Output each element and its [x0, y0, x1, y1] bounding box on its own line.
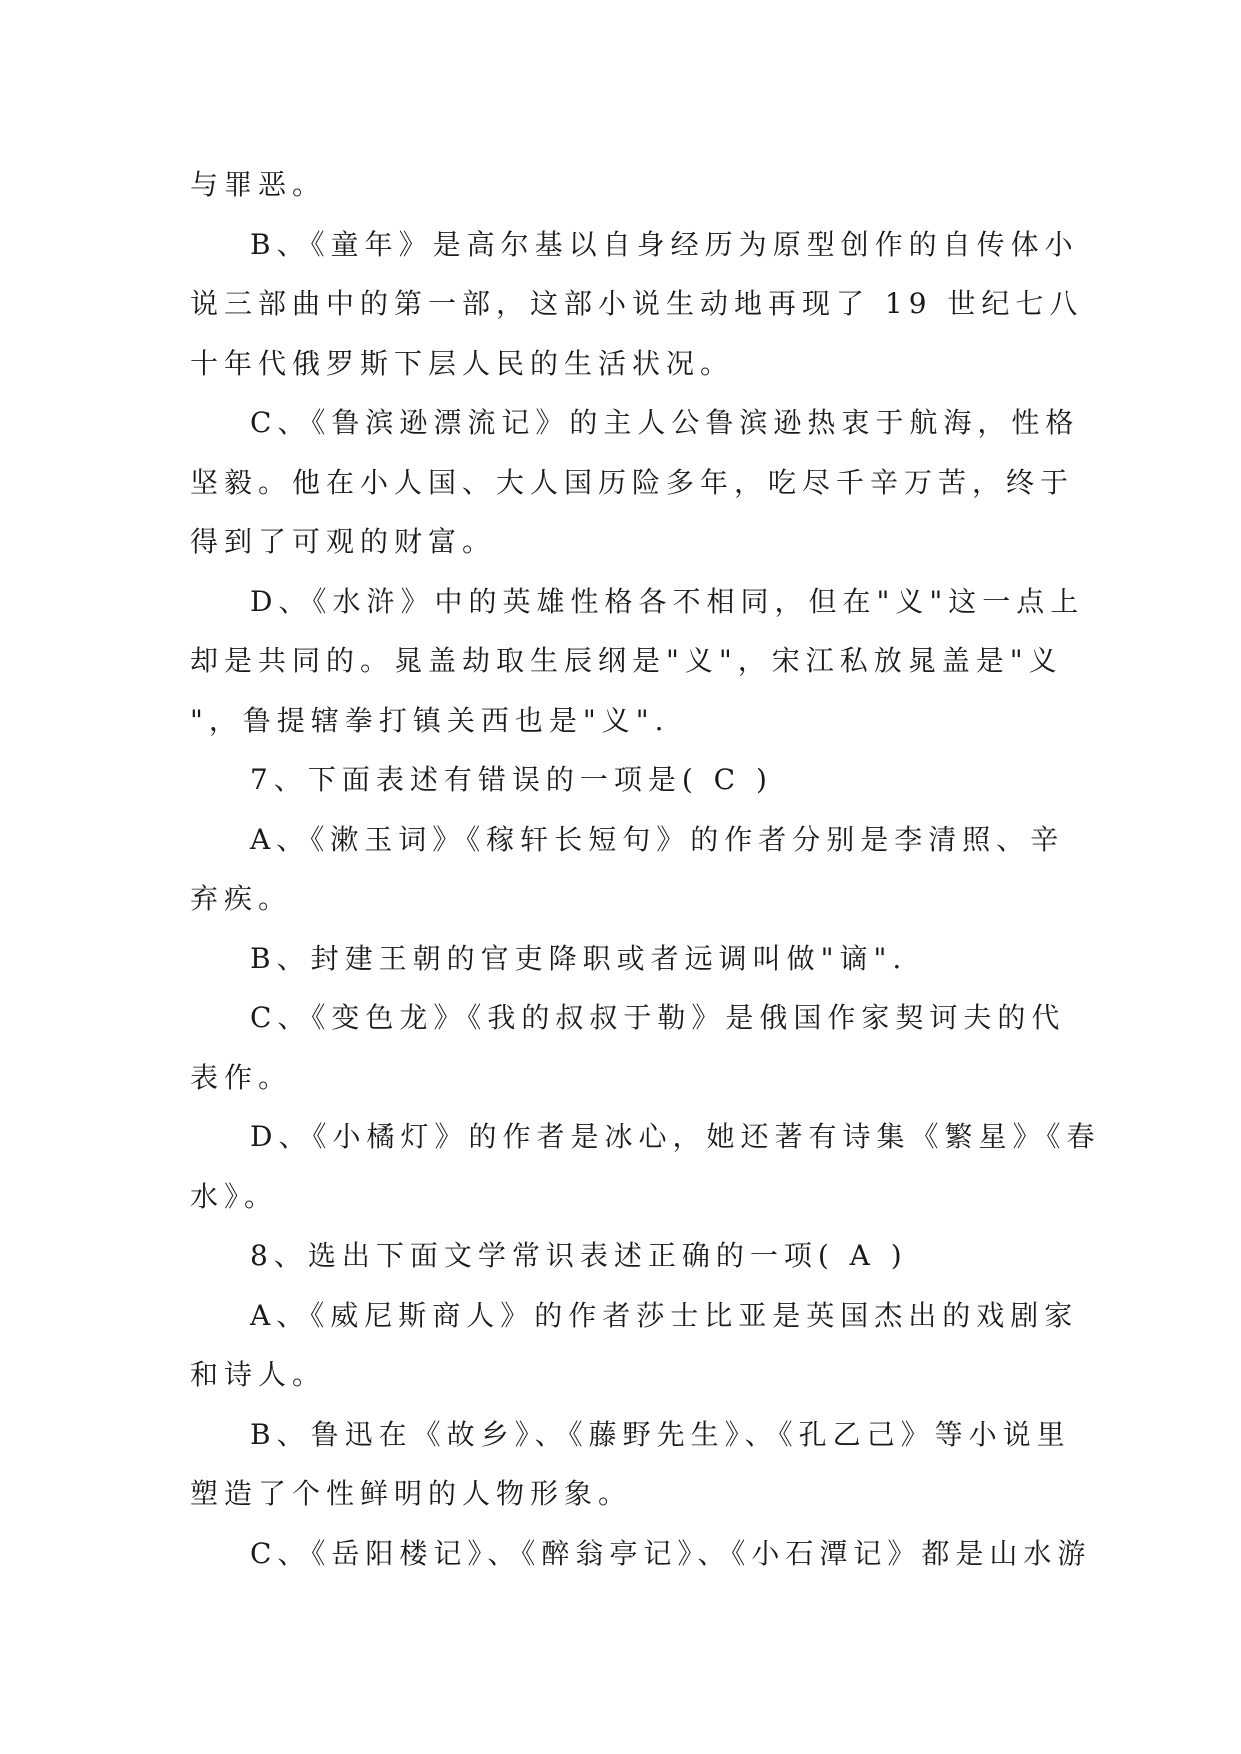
text-line: B、《童年》是高尔基以自身经历为原型创作的自传体小 — [250, 227, 1079, 261]
text-line: D、《水浒》中的英雄性格各不相同，但在"义"这一点上 — [250, 584, 1085, 618]
text-line: D、《小橘灯》的作者是冰心，她还著有诗集《繁星》《春 — [250, 1120, 1101, 1153]
text-line: C、《岳阳楼记》、《醉翁亭记》、《小石潭记》都是山水游 — [250, 1536, 1092, 1570]
text-line: A、《漱玉词》《稼轩长短句》的作者分别是李清照、辛 — [250, 822, 1065, 856]
question-heading: 8、选出下面文学常识表述正确的一项( A ) — [250, 1239, 908, 1272]
text-line: "，鲁提辖拳打镇关西也是"义". — [190, 703, 670, 737]
text-line: 却是共同的。晁盖劫取生辰纲是"义"，宋江私放晁盖是"义 — [190, 644, 1063, 677]
text-line: A、《威尼斯商人》的作者莎士比亚是英国杰出的戏剧家 — [250, 1298, 1079, 1332]
text-line: 坚毅。他在小人国、大人国历险多年，吃尽千辛万苦，终于 — [190, 465, 1075, 499]
text-line: C、《鲁滨逊漂流记》的主人公鲁滨逊热衷于航海，性格 — [250, 406, 1080, 439]
document-body — [190, 155, 1101, 1583]
text-line: 塑造了个性鲜明的人物形象。 — [190, 1477, 633, 1510]
text-line: 和诗人。 — [190, 1358, 327, 1391]
text-line: 表作。 — [190, 1060, 293, 1094]
text-line: 得到了可观的财富。 — [190, 525, 497, 558]
text-line: 弃疾。 — [190, 882, 293, 915]
text-line: B、封建王朝的官吏降职或者远调叫做"谪". — [250, 941, 908, 975]
text-line: 与罪恶。 — [190, 168, 327, 201]
text-line: 说三部曲中的第一部，这部小说生动地再现了 19 世纪七八 — [190, 287, 1084, 320]
question-heading: 7、下面表述有错误的一项是( C ) — [250, 763, 773, 796]
text-line: B、鲁迅在《故乡》、《藤野先生》、《孔乙己》等小说里 — [250, 1417, 1071, 1451]
text-line: C、《变色龙》《我的叔叔于勒》是俄国作家契诃夫的代 — [250, 1001, 1066, 1034]
text-line: 十年代俄罗斯下层人民的生活状况。 — [190, 346, 735, 380]
text-line: 水》。 — [190, 1179, 279, 1213]
